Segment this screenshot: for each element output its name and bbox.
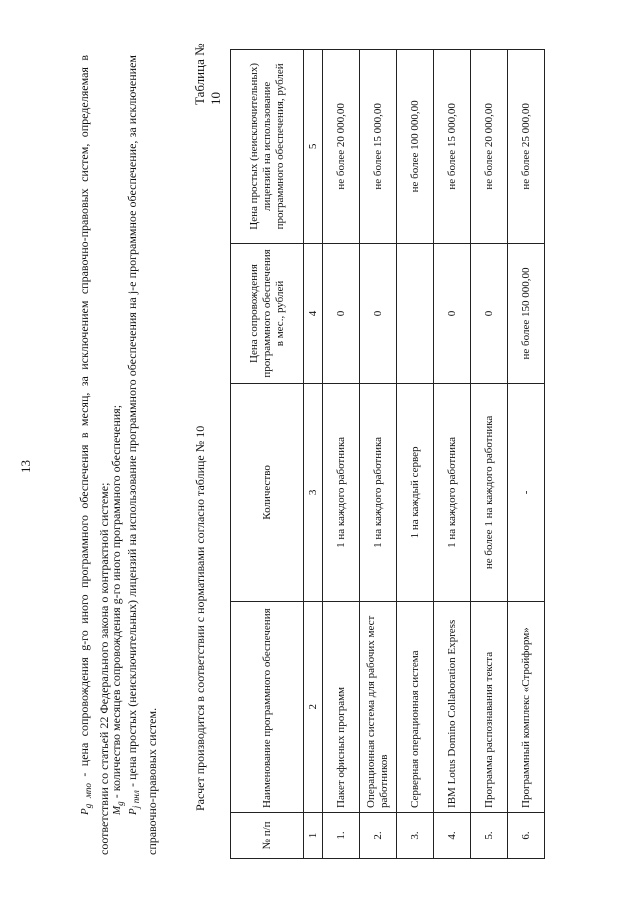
- cell-quantity: 1 на каждого работника: [323, 384, 360, 601]
- col-number: 5: [304, 50, 323, 244]
- cell-license-price: не более 100 000,00: [397, 50, 434, 244]
- table-row: [397, 50, 434, 859]
- cell-license-price: не более 20 000,00: [323, 50, 360, 244]
- header-quantity: Количество: [231, 384, 304, 601]
- cell-name: Программа распознавания текста: [471, 601, 508, 812]
- cell-license-price: не более 15 000,00: [360, 50, 397, 244]
- cell-quantity: 1 на каждого работника: [434, 384, 471, 601]
- cell-license-price: не более 15 000,00: [434, 50, 471, 244]
- cell-quantity: не более 1 на каждого работника: [471, 384, 508, 601]
- cell-support-price: [397, 243, 434, 384]
- cell-name: Серверная операционная система: [397, 601, 434, 812]
- table-row: [508, 50, 545, 859]
- symbol: $P_{j пнл}$: [127, 790, 142, 815]
- col-number: 2: [304, 601, 323, 812]
- cell-num: 6.: [508, 812, 545, 858]
- cell-support-price: не более 150 000,00: [508, 243, 545, 384]
- cell-name: Пакет офисных программ: [323, 601, 360, 812]
- table-row: [471, 50, 508, 859]
- table-row: [434, 50, 471, 859]
- cell-quantity: 1 на каждый сервер: [397, 384, 434, 601]
- definition-p-g-mpo: $P_{g мпо}$ - цена сопровождения g-го иного программного обеспечения в месяц, за исключением справочно-правовых систем, определяемая в соответствии со статьей 22 Федерального закона о контрактной системе;: [77, 55, 112, 855]
- cell-quantity: 1 на каждого работника: [360, 384, 397, 601]
- table-header-row: [231, 50, 304, 859]
- cell-name: Программный комплекс «Стройформ»: [508, 601, 545, 812]
- cell-num: 5.: [471, 812, 508, 858]
- header-support-price: Цена сопровождения программного обеспечения в мес., рублей: [231, 243, 304, 384]
- cell-num: 3.: [397, 812, 434, 858]
- cell-support-price: 0: [434, 243, 471, 384]
- cell-num: 1.: [323, 812, 360, 858]
- cell-license-price: не более 20 000,00: [471, 50, 508, 244]
- definition-m-g: $M_g$ - количество месяцев сопровождения g-го иного программного обеспечения;: [109, 404, 126, 815]
- cell-support-price: 0: [360, 243, 397, 384]
- cell-name: IBM Lotus Domino Collaboration Express: [434, 601, 471, 812]
- table-row: [360, 50, 397, 859]
- cell-num: 2.: [360, 812, 397, 858]
- symbol: $M_g$: [111, 801, 126, 815]
- software-norms-table: [230, 49, 545, 859]
- column-number-row: [304, 50, 323, 859]
- header-license-price: Цена простых (неисключительных) лицензий на использование программного обеспечения, рублей: [231, 50, 304, 244]
- table-caption: Таблица № 10: [192, 43, 223, 105]
- definition-p-j-pnl: $P_{j пнл}$ - цена простых (неисключительных) лицензий на использование программного обеспечения на j-е программное обеспечение, за исключением справочно-правовых систем.: [125, 55, 160, 855]
- cell-license-price: не более 25 000,00: [508, 50, 545, 244]
- calculation-note: Расчет производится в соответствии с нормативами согласно таблице № 10: [193, 425, 207, 811]
- cell-support-price: 0: [323, 243, 360, 384]
- col-number: 1: [304, 812, 323, 858]
- cell-name: Операционная система для рабочих мест работников: [360, 601, 397, 812]
- cell-quantity: -: [508, 384, 545, 601]
- col-number: 3: [304, 384, 323, 601]
- cell-support-price: 0: [471, 243, 508, 384]
- col-number: 4: [304, 243, 323, 384]
- cell-num: 4.: [434, 812, 471, 858]
- symbol: $P_{g мпо}$: [79, 783, 94, 815]
- header-num: № п/п: [231, 812, 304, 858]
- table-row: [323, 50, 360, 859]
- page-number: 13: [18, 460, 33, 473]
- header-name: Наименование программного обеспечения: [231, 601, 304, 812]
